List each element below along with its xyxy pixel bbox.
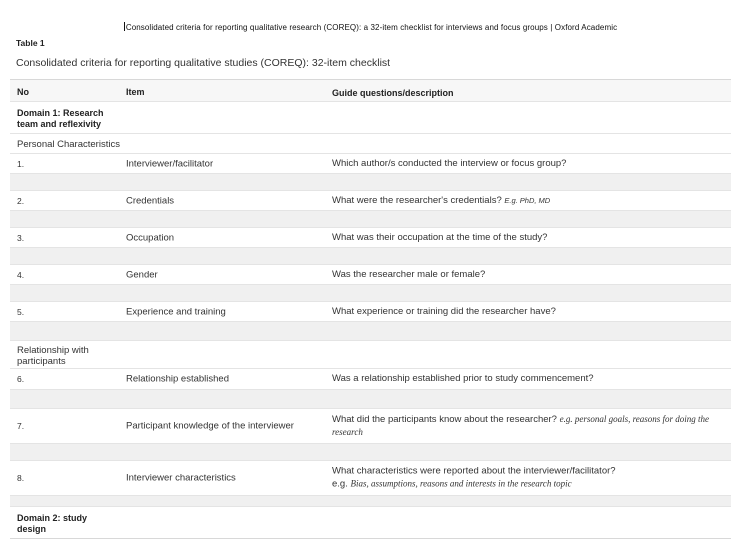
row-number: 3. (17, 232, 25, 243)
table-row (10, 408, 731, 443)
section-row (10, 133, 731, 153)
row-question: Was the researcher male or female? (332, 268, 486, 280)
table-row (10, 460, 731, 495)
row-spacer (10, 495, 731, 506)
row-number: 4. (17, 269, 25, 280)
header-publisher: Oxford Academic (554, 23, 618, 32)
row-question: What characteristics were reported about the interviewer/facilitator? (332, 465, 616, 477)
row-question-cell (332, 195, 727, 207)
table-row (10, 264, 731, 284)
row-spacer (10, 210, 731, 227)
domain-row (10, 101, 731, 133)
row-note: E.g. PhD, MD (504, 195, 551, 205)
table-row (10, 368, 731, 389)
column-header-no: No (17, 87, 29, 97)
table-row (10, 153, 731, 173)
row-question: What experience or training did the researcher have? (332, 305, 556, 317)
domain-1-label: Domain 1: Research team and reflexivity (17, 108, 104, 129)
row-item: Gender (126, 269, 158, 280)
row-spacer (10, 389, 731, 408)
row-question-cell (332, 413, 727, 439)
row-spacer (10, 443, 731, 460)
header-separator: | (550, 23, 553, 32)
column-header-guide: Guide questions/description (332, 88, 454, 98)
row-question: What was their occupation at the time of the study? (332, 231, 548, 243)
table-caption: Consolidated criteria for reporting qualitative studies (COREQ): 32-item checklist (16, 57, 391, 69)
row-item: Credentials (126, 195, 175, 206)
row-item: Interviewer/facilitator (126, 158, 214, 169)
row-number: 6. (17, 374, 25, 384)
row-spacer (10, 173, 731, 190)
column-header-item: Item (126, 87, 145, 97)
row-spacer (10, 321, 731, 340)
section-row (10, 340, 731, 368)
table-header-row (10, 80, 731, 101)
table-row (10, 190, 731, 210)
row-number: 1. (17, 158, 25, 169)
row-note: Bias, assumptions, reasons and interests in the research topic (350, 478, 572, 489)
row-question: What were the researcher's credentials? (332, 194, 502, 206)
text-cursor (124, 22, 125, 31)
row-note-prefix: e.g. (332, 478, 348, 490)
section-relationship-label: Relationship with participants (17, 345, 89, 367)
table-row (10, 301, 731, 321)
row-number: 7. (17, 421, 25, 431)
row-item: Occupation (126, 232, 175, 243)
row-item: Interviewer characteristics (126, 472, 236, 484)
row-question: Was a relationship established prior to study commencement? (332, 373, 594, 384)
row-item: Participant knowledge of the interviewer (126, 420, 294, 432)
row-note: e.g. personal goals, reasons for doing the research (332, 414, 710, 437)
row-spacer (10, 247, 731, 264)
page-header (0, 22, 741, 32)
row-spacer (10, 284, 731, 301)
table-label: Table 1 (16, 38, 45, 48)
row-question: What did the participants know about the researcher? (332, 414, 557, 425)
row-item: Experience and training (126, 306, 226, 317)
row-number: 5. (17, 306, 25, 317)
section-personal-label: Personal Characteristics (17, 139, 120, 150)
row-question: Which author/s conducted the interview or focus group? (332, 157, 567, 169)
page-header-title: Consolidated criteria for reporting qualitative research (COREQ): a 32-item checklist for interviews and focus groups (125, 23, 548, 32)
domain-row (10, 506, 731, 538)
row-item: Relationship established (126, 373, 229, 385)
row-number: 2. (17, 195, 25, 206)
row-question-cell (332, 466, 727, 491)
domain-2-label: Domain 2: study design (17, 513, 88, 534)
coreq-table (10, 79, 731, 539)
row-number: 8. (17, 473, 25, 483)
table-row (10, 227, 731, 247)
